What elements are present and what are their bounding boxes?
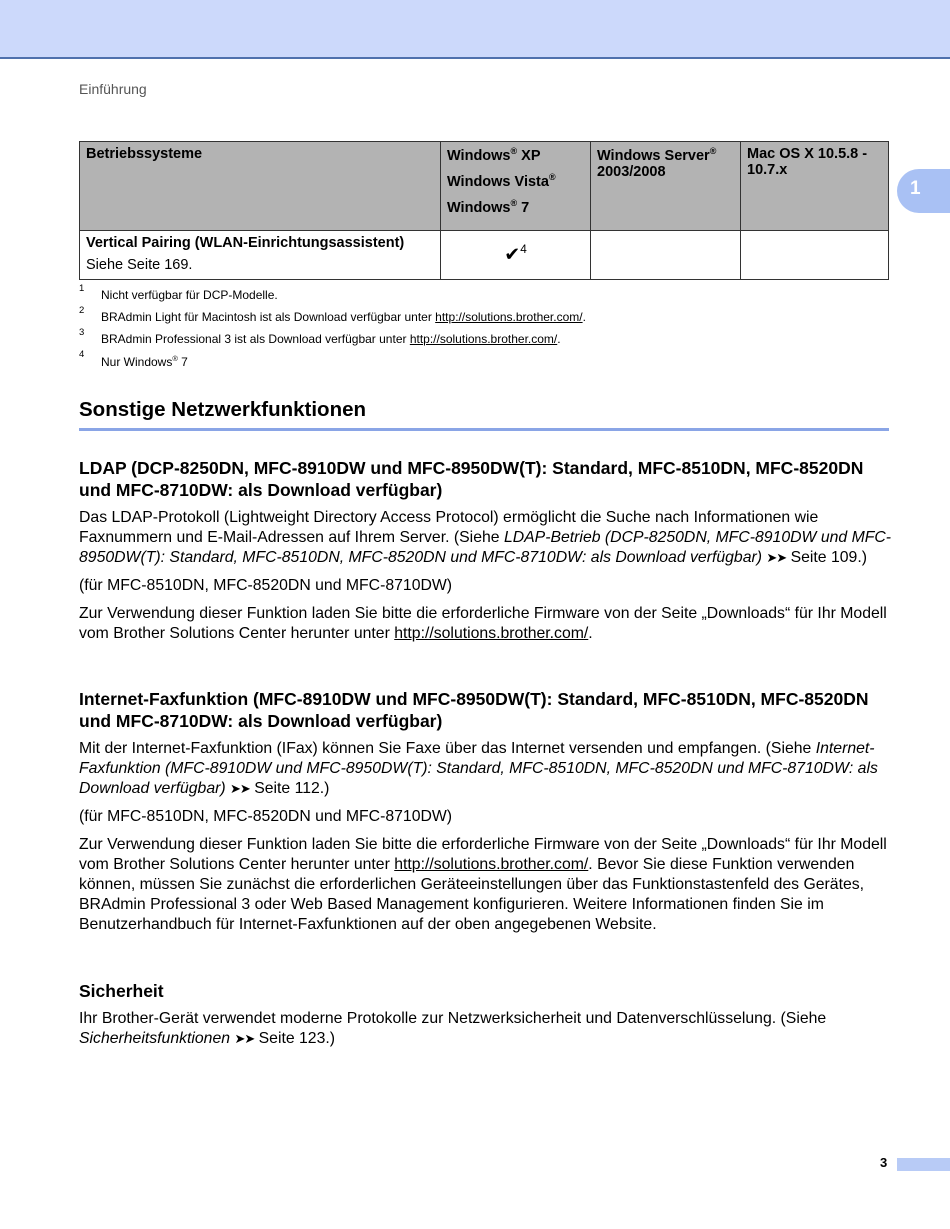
double-arrow-icon: ➤➤ <box>766 550 787 565</box>
ldap-heading: LDAP (DCP-8250DN, MFC-8910DW und MFC-8950DW(T): Standard, MFC-8510DN, MFC-8520DN und MFC-8710DW: als Download verfügbar) <box>79 458 864 500</box>
security-p1-page: Seite 123.) <box>254 1030 336 1047</box>
row-see-page: Siehe Seite 169. <box>86 257 193 273</box>
ifax-paragraph-1 <box>79 739 894 799</box>
section-title: Sonstige Netzwerkfunktionen <box>79 398 367 421</box>
row-mac-cell <box>741 231 889 280</box>
table-header-row <box>80 142 889 231</box>
footnote-text: Nicht verfügbar für DCP-Modelle. <box>101 288 278 302</box>
ifax-section <box>79 688 894 943</box>
server-version: 2003/2008 <box>597 163 666 180</box>
footnote-text <box>101 354 188 369</box>
header-cell-mac <box>741 142 889 231</box>
row-windows-cell <box>441 231 591 280</box>
page-number: 3 <box>880 1155 888 1170</box>
header-cell-windows <box>441 142 591 231</box>
ifax-p1-text: Mit der Internet-Faxfunktion (IFax) können Sie Faxe über das Internet versenden und empfangen. (Siehe <box>79 740 816 757</box>
security-xref[interactable]: Sicherheitsfunktionen <box>79 1030 231 1047</box>
ifax-xref[interactable]: Internet-Faxfunktion (MFC-8910DW und MFC-8950DW(T): Standard, MFC-8510DN, MFC-8520DN und MFC-8710DW: als Download verfügbar) <box>79 740 878 797</box>
page-number-bar <box>897 1158 950 1171</box>
ldap-xref[interactable]: LDAP-Betrieb (DCP-8250DN, MFC-8910DW und MFC-8950DW(T): Standard, MFC-8510DN, MFC-8520DN und MFC-8710DW: als Download verfügbar) <box>79 529 892 566</box>
double-arrow-icon: ➤➤ <box>234 1031 255 1046</box>
ldap-paragraph-1 <box>79 508 894 568</box>
footnote-item <box>79 305 889 330</box>
ldap-section <box>79 457 894 652</box>
footnote-text-part: BRAdmin Light für Macintosh ist als Download verfügbar unter <box>101 310 436 324</box>
security-heading: Sicherheit <box>79 981 164 1001</box>
os-support-table <box>79 141 889 280</box>
ldap-p1-text: Das LDAP-Protokoll (Lightweight Directory Access Protocol) ermöglicht die Suche nach Informationen wie Faxnummern und E-Mail-Adressen auf Ihrem Server. (Siehe <box>79 509 819 546</box>
footnote-text-end: 7 <box>177 355 188 369</box>
ifax-link[interactable]: http://solutions.brother.com/ <box>394 856 589 873</box>
footnote-link[interactable]: http://solutions.brother.com/ <box>409 332 558 346</box>
chapter-number: 1 <box>910 178 921 199</box>
row-title: Vertical Pairing (WLAN-Einrichtungsassistent) <box>86 235 405 251</box>
reg-mark: ® <box>172 354 178 363</box>
win7-label: Windows <box>447 199 511 216</box>
ifax-p3-end: . Bevor Sie diese Funktion verwenden können, müssen Sie zunächst die erforderlichen Geräteeinstellungen über das Funktionstastenfeld des Gerätes, BRAdmin Professional 3 oder Web Based Management konfigurieren. Weitere Informationen finden Sie im Benutzerhandbuch für Internet-Faxfunktionen auf der oben angegebenen Website. <box>79 856 865 933</box>
section-title-rule <box>79 428 889 431</box>
mac-label: Mac OS X 10.5.8 - 10.7.x <box>747 146 868 178</box>
footnote-text-part: BRAdmin Professional 3 ist als Download verfügbar unter <box>101 332 410 346</box>
ifax-paragraph-3 <box>79 835 894 935</box>
header-win-xp: Windows® XP <box>447 146 541 164</box>
header-band <box>0 0 950 59</box>
row-feature-cell <box>80 231 441 280</box>
ifax-p3-text: Zur Verwendung dieser Funktion laden Sie bitte die erforderliche Firmware von der Seite „Downloads“ für Ihr Modell vom Brother Solutions Center herunter unter <box>79 836 887 873</box>
footnote-item <box>79 349 889 374</box>
footnote-number: 4 <box>79 349 85 360</box>
checkmark-icon: ✔ <box>504 244 521 266</box>
ldap-link[interactable]: http://solutions.brother.com/ <box>394 625 589 642</box>
header-cell-os <box>80 142 441 231</box>
footnote-number: 3 <box>79 327 85 338</box>
footnote-text-end: . <box>557 332 561 346</box>
reg-mark: ® <box>510 197 518 208</box>
footnote-item <box>79 283 889 308</box>
header-os-label: Betriebssysteme <box>86 146 203 162</box>
footnote-number: 2 <box>79 305 85 316</box>
ldap-p3-end: . <box>588 625 593 642</box>
ifax-paragraph-2: (für MFC-8510DN, MFC-8520DN und MFC-8710DW) <box>79 808 453 825</box>
header-cell-server <box>591 142 741 231</box>
win-label: Windows <box>447 147 511 164</box>
footnote-text-end: . <box>582 310 586 324</box>
footnote-text <box>101 332 561 346</box>
security-p1-text: Ihr Brother-Gerät verwendet moderne Protokolle zur Netzwerksicherheit und Datenverschlüsselung. (Siehe <box>79 1010 827 1027</box>
header-win-7: Windows® 7 <box>447 197 530 216</box>
vista-label: Windows Vista <box>447 173 549 190</box>
footnote-text <box>101 310 586 324</box>
ldap-paragraph-2: (für MFC-8510DN, MFC-8520DN und MFC-8710DW) <box>79 577 453 594</box>
ifax-heading: Internet-Faxfunktion (MFC-8910DW und MFC-8950DW(T): Standard, MFC-8510DN, MFC-8520DN und MFC-8710DW: als Download verfügbar) <box>79 689 869 731</box>
security-paragraph <box>79 1009 894 1049</box>
footnote-link[interactable]: http://solutions.brother.com/ <box>435 310 583 324</box>
ifax-p1-page: Seite 112.) <box>249 780 330 797</box>
reg-mark: ® <box>510 146 518 156</box>
table-row <box>80 231 889 280</box>
chapter-tab[interactable] <box>897 169 950 213</box>
ldap-p1-page: Seite 109.) <box>786 549 867 566</box>
ldap-paragraph-3 <box>79 604 894 644</box>
double-arrow-icon: ➤➤ <box>230 781 250 796</box>
header-win-vista <box>447 172 584 190</box>
running-head: Einführung <box>79 81 147 97</box>
reg-mark: ® <box>709 146 717 156</box>
ldap-p3-text: Zur Verwendung dieser Funktion laden Sie bitte die erforderliche Firmware von der Seite „Downloads“ für Ihr Modell vom Brother Solutions Center herunter unter <box>79 605 887 642</box>
row-server-cell <box>591 231 741 280</box>
footnotes <box>79 283 889 374</box>
footnote-text-part: Nur Windows <box>101 355 173 369</box>
footnote-item <box>79 327 889 352</box>
security-section <box>79 980 894 1057</box>
footnote-ref[interactable]: 4 <box>520 243 527 257</box>
footnote-number: 1 <box>79 283 85 294</box>
server-label: Windows Server <box>597 147 710 164</box>
reg-mark: ® <box>548 171 556 182</box>
